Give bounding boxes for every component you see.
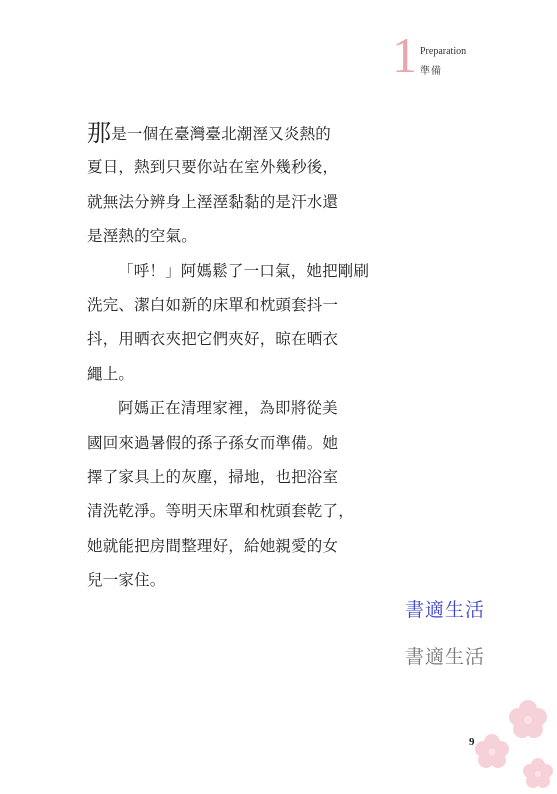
text-line: 是溼熱的空氣。 [87,227,197,246]
text-line: 清洗乾淨。等明天床單和枕頭套乾了， [87,502,354,521]
text-line: 就無法分辨身上溼溼黏黏的是汗水還 [87,192,339,211]
text-line: 兒一家住。 [87,571,166,590]
page-number: 9 [469,736,475,748]
text-line: 抖，用晒衣夾把它們夾好，晾在晒衣 [87,330,339,349]
text-line: 擇了家具上的灰塵，掃地，也把浴室 [87,467,339,486]
text-line: 阿媽正在清理家裡，為即將從美 [118,399,338,418]
chapter-title-zh: 準備 [420,66,442,77]
text-line: 「呼！」阿媽鬆了一口氣，她把剛刷 [118,261,370,280]
cherry-blossom-icon [470,690,557,794]
brand-watermark-blue: 書適生活 [405,599,486,621]
story-text [87,116,477,597]
chapter-number: 1 [392,27,417,83]
text-line: 她就能把房間整理好，給她親愛的女 [87,536,339,555]
text-line: 夏日，熱到只要你站在室外幾秒後， [87,158,339,177]
text-line: 洗完、潔白如新的床單和枕頭套抖一 [87,295,339,314]
text-line: 國回來過暑假的孫子孫女而準備。她 [87,433,339,452]
drop-cap: 那 [87,119,112,147]
text-line: 那是一個在臺灣臺北潮溼又炎熱的 [87,119,332,147]
chapter-title-en: Preparation [420,46,467,57]
brand-watermark-gray: 書適生活 [405,646,486,668]
text-line: 繩上。 [87,364,135,383]
